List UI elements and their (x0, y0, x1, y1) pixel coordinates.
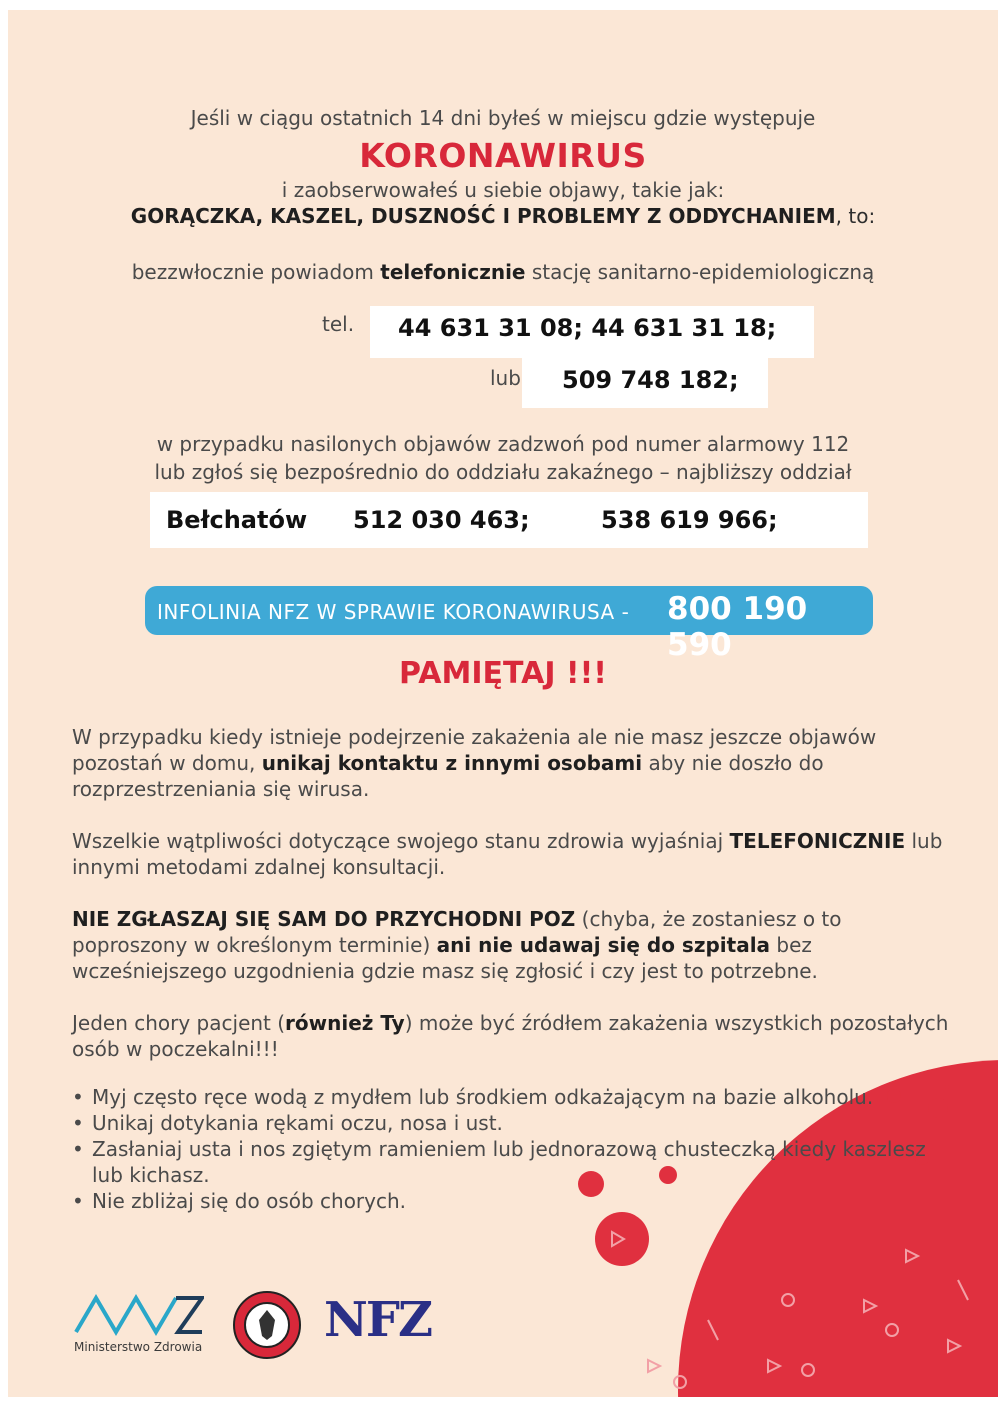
tip-item: • Myj często ręce wodą z mydłem lub środkiem odkażającym na bazie alkoholu. (92, 1084, 952, 1110)
leaflet-page (8, 10, 998, 1397)
tip-item: • Unikaj dotykania rękami oczu, nosa i ust. (92, 1110, 952, 1136)
hotline-label: INFOLINIA NFZ W SPRAWIE KORONAWIRUSA - (157, 600, 630, 624)
tel-label: tel. (322, 312, 355, 336)
lub-label: lub (490, 366, 521, 390)
sanitary-inspection-seal-icon (232, 1290, 302, 1360)
notify-line (8, 260, 998, 284)
paragraph-one-patient: Jeden chory pacjent (również Ty) może być źródłem zakażenia wszystkich pozostałych osób w poczekalni!!! (72, 1011, 949, 1061)
paragraph-stay-home: W przypadku kiedy istnieje podejrzenie zakażenia ale nie masz jeszcze objawów pozostań w domu, unikaj kontaktu z innymi osobami aby nie doszło do rozprzestrzeniania się wirusa. (72, 725, 877, 801)
ministry-logo-icon (74, 1292, 204, 1336)
tel-numbers: 44 631 31 08; 44 631 31 18; (398, 314, 777, 342)
tip-item: • Zasłaniaj usta i nos zgiętym ramieniem lub jednorazową chusteczką kiedy kaszlesz lub kichasz. (92, 1136, 952, 1188)
nfz-logo: NFZ (324, 1292, 431, 1348)
paragraph-no-clinic: NIE ZGŁASZAJ SIĘ SAM DO PRZYCHODNI POZ (chyba, że zostaniesz o to poproszony w określonym terminie) ani nie udawaj się do szpitala bez wcześniejszego uzgodnienia gdzie masz się zgłosić i czy jest to potrzebne. (72, 907, 842, 983)
ward-contact-box (150, 492, 868, 548)
remember-heading: PAMIĘTAJ !!! (399, 656, 607, 691)
hotline-banner (145, 586, 873, 663)
notify-bold: telefonicznie (380, 260, 526, 284)
coronavirus-heading: KORONAWIRUS (359, 136, 647, 175)
notify-prefix: bezzwłocznie powiadom (131, 260, 381, 284)
tip-item: • Nie zbliżaj się do osób chorych. (92, 1188, 952, 1214)
hygiene-tips-list (72, 1084, 952, 1214)
ward-phone-2: 538 619 966; (601, 506, 778, 534)
lub-number: 509 748 182; (562, 366, 739, 394)
intro-line-1: Jeśli w ciągu ostatnich 14 dni byłeś w miejscu gdzie występuje (190, 106, 816, 130)
severe-text (8, 430, 998, 486)
hotline-number: 800 190 590 (667, 591, 808, 663)
severe-line-1: w przypadku nasilonych objawów zadzwoń pod numer alarmowy 112 (156, 432, 850, 456)
intro-line-2: i zaobserwowałeś u siebie objawy, takie jak: (281, 178, 725, 202)
symptoms-list: GORĄCZKA, KASZEL, DUSZNOŚĆ I PROBLEMY Z ODDYCHANIEM (130, 204, 836, 228)
symptoms-suffix: , to: (835, 204, 876, 228)
ward-city: Bełchatów (166, 506, 308, 534)
ministry-of-health-logo (74, 1292, 214, 1362)
paragraph-phone-consult: Wszelkie wątpliwości dotyczące swojego stanu zdrowia wyjaśniaj TELEFONICZNIE lub innymi metodami zdalnej konsultacji. (72, 829, 943, 879)
ministry-name: Ministerstwo Zdrowia (74, 1340, 203, 1354)
notify-suffix: stację sanitarno-epidemiologiczną (525, 260, 875, 284)
severe-line-2: lub zgłoś się bezpośrednio do oddziału zakaźnego – najbliższy oddział (154, 460, 852, 484)
dot (595, 1212, 649, 1266)
ward-phone-1: 512 030 463; (353, 506, 530, 534)
symptoms-line (8, 204, 998, 228)
